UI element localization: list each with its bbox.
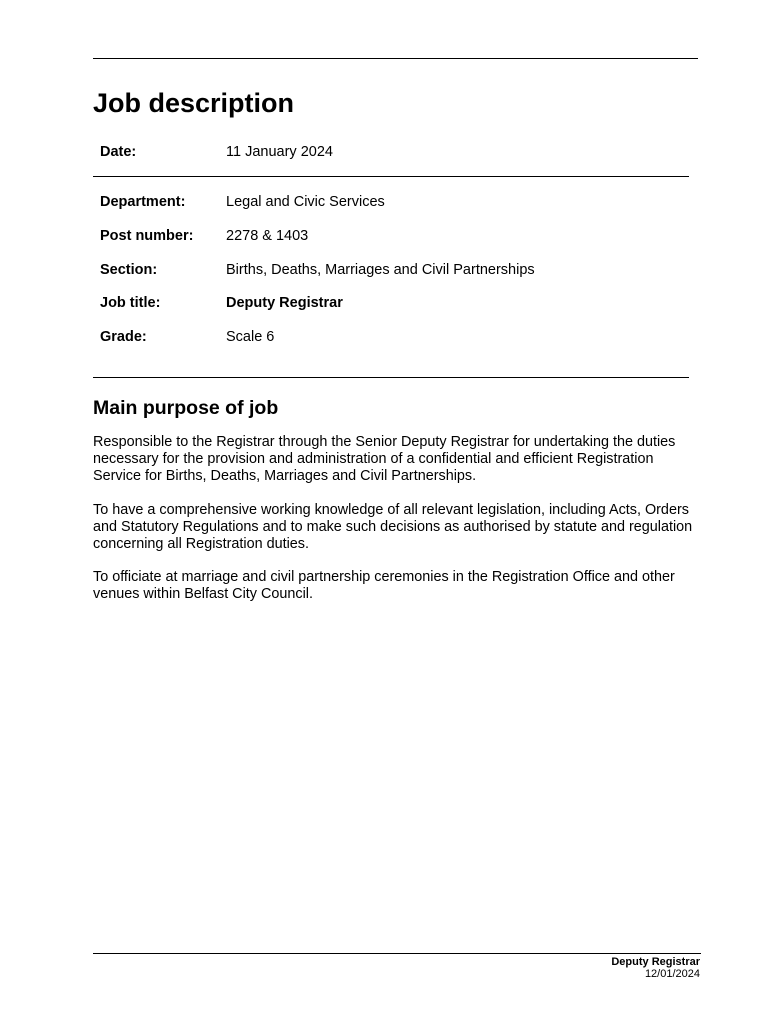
page-title: Job description: [93, 88, 295, 118]
fields-divider: [93, 377, 689, 378]
department-label: Department:: [100, 194, 186, 210]
date-value: 11 January 2024: [226, 144, 333, 160]
main-purpose-heading: Main purpose of job: [93, 397, 279, 419]
footer-date: 12/01/2024: [644, 968, 700, 980]
post-number-value: 2278 & 1403: [226, 228, 309, 244]
grade-value: Scale 6: [226, 329, 275, 345]
department-value: Legal and Civic Services: [226, 194, 385, 210]
post-number-label: Post number:: [100, 228, 194, 244]
date-divider: [93, 176, 689, 177]
grade-label: Grade:: [100, 329, 147, 345]
purpose-paragraph-1: Responsible to the Registrar through the Senior Deputy Registrar for undertaking the duties necessary for the provision and administration of a confidential and efficient Registration Service for Births, Deaths, Marriages and Civil Partnerships.: [93, 434, 676, 484]
purpose-paragraph-3: To officiate at marriage and civil partnership ceremonies in the Registration Office and other venues within Belfast City Council.: [93, 569, 675, 602]
section-label: Section:: [100, 262, 158, 278]
purpose-paragraph-2: To have a comprehensive working knowledge of all relevant legislation, including Acts, Orders and Statutory Regulations and to make such decisions as authorised by statute and regulation concerning all Registration duties.: [93, 502, 693, 552]
section-value: Births, Deaths, Marriages and Civil Partnerships: [226, 262, 535, 278]
top-divider: [93, 58, 698, 59]
footer-divider: [93, 953, 701, 954]
job-title-label: Job title:: [100, 295, 161, 311]
footer-job-title: Deputy Registrar: [611, 956, 700, 968]
job-title-value: Deputy Registrar: [226, 295, 343, 311]
date-label: Date:: [100, 144, 137, 160]
